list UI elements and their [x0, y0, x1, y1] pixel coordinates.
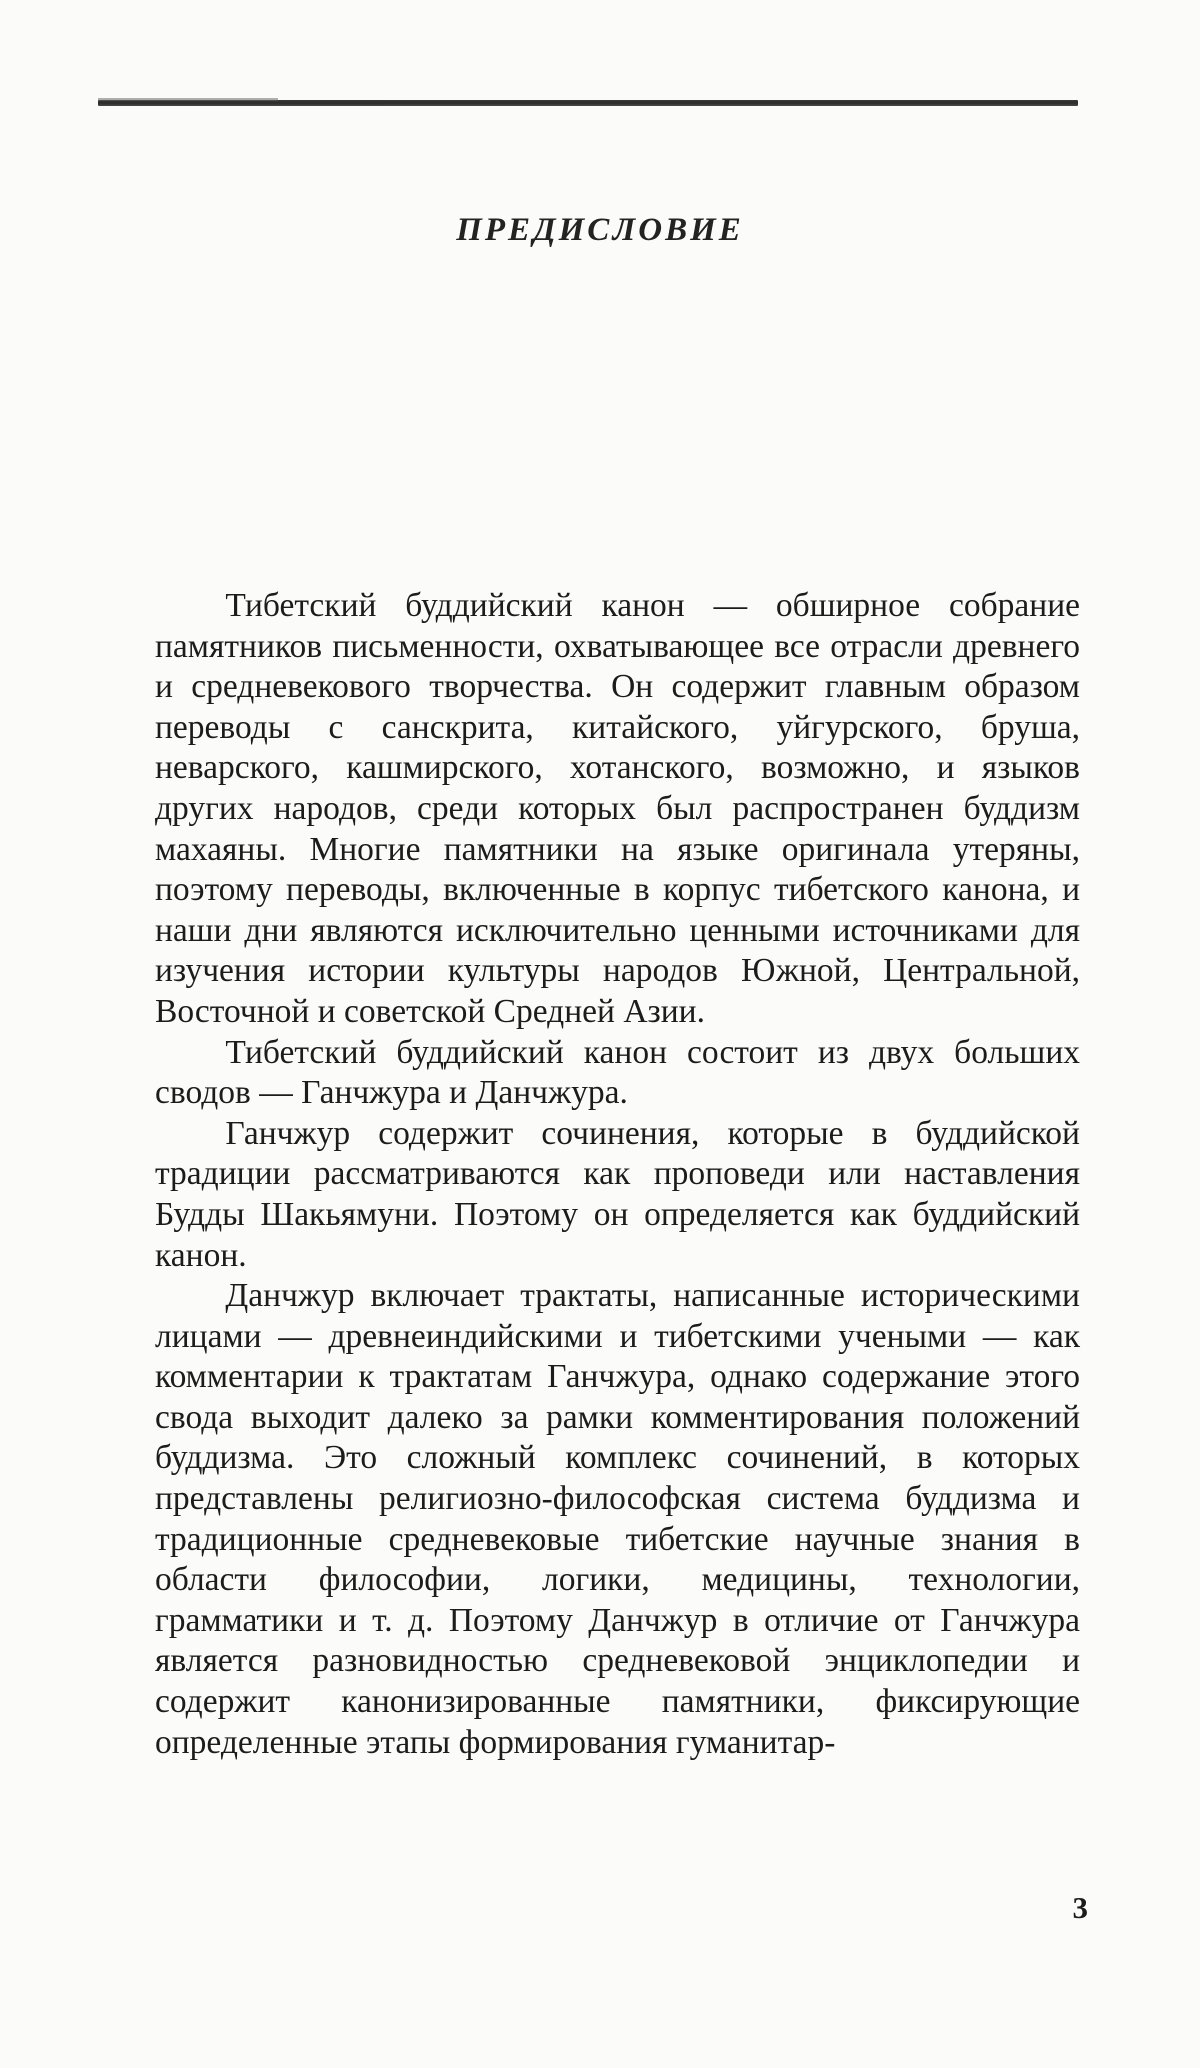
paragraph: Ганчжур содержит сочинения, которые в буддийской традиции рассматриваются как проповеди или наставления Будды Шакьямуни. Поэтому он определяется как буддийский канон.	[155, 1114, 1080, 1274]
paragraph: Тибетский буддийский канон — обширное собрание памятников письменности, охватывающее все отрасли древнего и средневекового творчества. Он содержит главным образом переводы с санскрита, китайского, уйгурского, бруша, неварского, кашмирского, хотанского, возможно, и языков других народов, среди которых был распространен буддизм махаяны. Многие памятники на языке оригинала утеряны, поэтому переводы, включенные в корпус тибетского канона, и наши дни являются исключительно ценными источниками для изучения истории культуры народов Южной, Центральной, Восточной и советской Средней Азии.	[155, 587, 1080, 1030]
top-rule	[98, 100, 1078, 106]
paragraph: Тибетский буддийский канон состоит из двух больших сводов — Ганчжура и Данчжура.	[155, 1033, 1080, 1112]
body-text	[155, 586, 1080, 1763]
page-number: 3	[1072, 1890, 1088, 1925]
paragraph: Данчжур включает трактаты, написанные историческими лицами — древнеиндийскими и тибетскими учеными — как комментарии к трактатам Ганчжура, однако содержание этого свода выходит далеко за рамки комментирования положений буддизма. Это сложный комплекс сочинений, в которых представлены религиозно-философская система буддизма и традиционные средневековые тибетские научные знания в области философии, логики, медицины, технологии, грамматики и т. д. Поэтому Данчжур в отличие от Ганчжура является разновидностью средневековой энциклопедии и содержит канонизированные памятники, фиксирующие определенные этапы формирования гуманитар-	[155, 1277, 1080, 1761]
page-heading: ПРЕДИСЛОВИЕ	[456, 212, 744, 249]
